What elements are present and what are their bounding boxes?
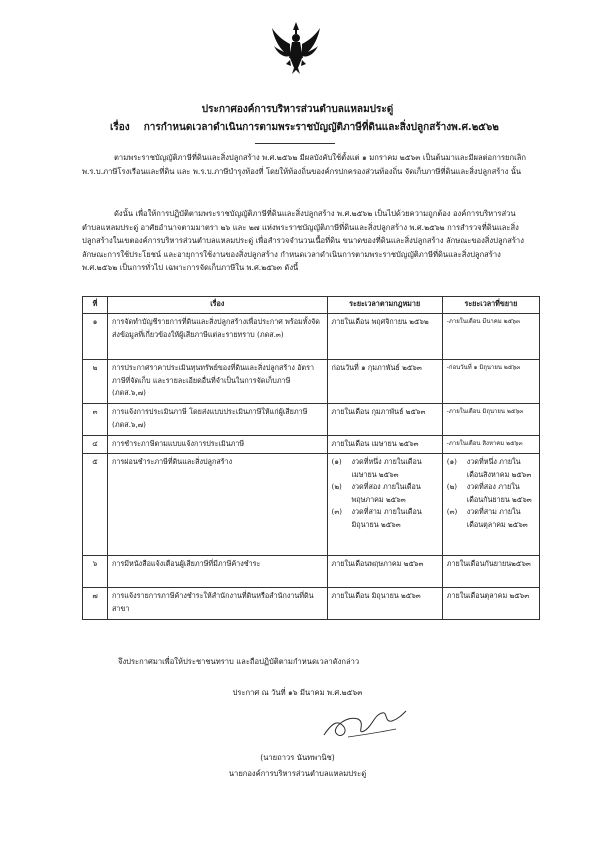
intro-paragraph: ตามพระราชบัญญัติภาษีที่ดินและสิ่งปลูกสร้าง พ.ศ.๒๕๖๒ มีผลบังคับใช้ตั้งแต่ ๑ มกราคม ๒๕๖๓ เป็นต้นมาและมีผลต่อการยกเลิก พ.ร.บ.ภาษีโรงเรือนและที่ดิน และ พ.ร.บ.ภาษีบำรุงท้องที่ โดยให้ท้องถิ่นของค์กรปกครองส่วนท้องถิ่น จัดเก็บภาษีที่ดินและสิ่งปลูกสร้าง นั้น	[82, 153, 526, 176]
document-title: ประกาศองค์การบริหารส่วนตำบลแหลมประดู่	[201, 104, 394, 115]
announcement-date: ประกาศ ณ วันที่ ๑๖ มีนาคม พ.ศ.๒๕๖๓	[232, 688, 363, 697]
table-row	[83, 360, 540, 404]
row-number: ๔	[83, 436, 108, 454]
row-extended-period: -ก่อนวันที่ ๑ มิถุนายน ๒๕๖๓	[442, 360, 539, 404]
table-row	[83, 556, 540, 588]
table-row	[83, 314, 540, 360]
installment-item: (๓) งวดที่สาม ภายในเดือนมิถุนายน ๒๕๖๓	[331, 507, 422, 529]
signer-position: นายกองค์การบริหารส่วนตำบลแหลมประดู่	[228, 769, 367, 778]
row-number: ๗	[83, 588, 108, 620]
row-number: ๑	[83, 314, 108, 360]
row-legal-period: ภายในเดือน พฤศจิกายน ๒๕๖๒	[327, 314, 442, 360]
row-subject: การผ่อนชำระภาษีที่ดินและสิ่งปลูกสร้าง	[108, 454, 327, 556]
row-extended-period: -ภายในเดือน มีนาคม ๒๕๖๓	[442, 314, 539, 360]
row-number: ๓	[83, 404, 108, 436]
row-extended-period: -ภายในเดือน สิงหาคม ๒๕๖๓	[442, 436, 539, 454]
table-row	[83, 588, 540, 620]
row-extended-period: -ภายในเดือน มิถุนายน ๒๕๖๓	[442, 404, 539, 436]
header-subject: เรื่อง	[108, 297, 327, 314]
handwritten-signature	[318, 705, 408, 745]
table-row	[83, 454, 540, 556]
row-extended-period: ภายในเดือนตุลาคม ๒๕๖๓	[442, 588, 539, 620]
header-legal-period: ระยะเวลาตามกฎหมาย	[327, 297, 442, 314]
row-subject: การชำระภาษีตามแบบแจ้งการประเมินภาษี	[108, 436, 327, 454]
header-extended-period: ระยะเวลาที่ขยาย	[442, 297, 539, 314]
subject-label: เรื่อง	[110, 122, 130, 133]
detail-paragraph: ดังนั้น เพื่อให้การปฏิบัติตามพระราชบัญญัติภาษีที่ดินและสิ่งปลูกสร้าง พ.ศ.๒๕๖๒ เป็นไปด้วยความถูกต้อง องค์การบริหารส่วนตำบลแหลมประดู่ อาศัยอำนาจตามมาตรา ๒๖ และ ๒๗ แห่งพระราชบัญญัติภาษีที่ดินและสิ่งปลูกสร้าง พ.ศ.๒๕๖๒ การสำรวจที่ดินและสิ่งปลูกสร้างในเขตองค์การบริหารส่วนตำบลแหลมประดู่ เพื่อสำรวจจำนวนเนื้อที่ดิน ขนาดของที่ดินและสิ่งปลูกสร้าง ลักษณะของสิ่งปลูกสร้าง ลักษณะการใช้ประโยชน์ และอายุการใช้งานของสิ่งปลูกสร้าง กำหนดเวลาดำเนินการตามพระราชบัญญัติภาษีที่ดินและสิ่งปลูกสร้าง พ.ศ.๒๕๖๒ เป็นการทั่วไป เฉพาะการจัดเก็บภาษีใน พ.ศ.๒๕๖๓ ดังนี้	[82, 209, 524, 273]
row-extended-period: ภายในเดือนกันยายน๒๕๖๓	[442, 556, 539, 588]
subject-text: การกำหนดเวลาดำเนินการตามพระราชบัญญัติภาษีที่ดินและสิ่งปลูกสร้างพ.ศ.๒๕๖๒	[143, 122, 499, 133]
row-subject: การแจ้งการประเมินภาษี โดยส่งแบบประเมินภาษีให้แก่ผู้เสียภาษี (ภดส.๖,๗)	[108, 404, 327, 436]
table-row	[83, 436, 540, 454]
row-subject: การจัดทำบัญชีรายการที่ดินและสิ่งปลูกสร้างเพื่อประกาศ พร้อมทั้งจัดส่งข้อมูลที่เกี่ยวข้องให้ผู้เสียภาษีแต่ละรายทราบ (ภดส.๓)	[108, 314, 327, 360]
table-header-row	[83, 297, 540, 314]
closing-statement: จึงประกาศมาเพื่อให้ประชาชนทราบ และถือปฏิบัติตามกำหนดเวลาดังกล่าว	[118, 657, 360, 666]
row-legal-period: ภายในเดือนพฤษภาคม ๒๕๖๓	[327, 556, 442, 588]
installment-item: (๑) งวดที่หนึ่ง ภายในเดือนเมษายน ๒๕๖๓	[331, 457, 422, 479]
table-row	[83, 404, 540, 436]
garuda-emblem	[270, 20, 322, 76]
installment-item: (๓) งวดที่สาม ภายในเดือนตุลาคม ๒๕๖๓	[446, 507, 528, 529]
installment-item: (๑) งวดที่หนึ่ง ภายในเดือนสิงหาคม ๒๕๖๓	[446, 457, 532, 479]
row-legal-period: ภายในเดือน กุมภาพันธ์ ๒๕๖๓	[327, 404, 442, 436]
row-subject: การประกาศราคาประเมินทุนทรัพย์ของที่ดินและสิ่งปลูกสร้าง อัตราภาษีที่จัดเก็บ และรายละเอียดอื่นที่จำเป็นในการจัดเก็บภาษี (ภดส.๖,๗)	[108, 360, 327, 404]
row-extended-installments	[442, 454, 539, 556]
row-number: ๖	[83, 556, 108, 588]
row-legal-period: ภายในเดือน เมษายน ๒๕๖๓	[327, 436, 442, 454]
row-number: ๒	[83, 360, 108, 404]
header-no: ที่	[83, 297, 108, 314]
schedule-table	[82, 296, 540, 620]
signer-name: (นายถาวร นันทพานิช)	[260, 753, 335, 762]
row-number: ๕	[83, 454, 108, 556]
subject-line	[110, 120, 499, 135]
installment-item: (๒) งวดที่สอง ภายในเดือนกันยายน ๒๕๖๓	[446, 482, 532, 504]
row-legal-period: ภายในเดือน มิถุนายน ๒๕๖๓	[327, 588, 442, 620]
title-divider	[255, 143, 335, 144]
row-legal-installments	[327, 454, 442, 556]
installment-item: (๒) งวดที่สอง ภายในเดือนพฤษภาคม ๒๕๖๓	[331, 482, 421, 504]
row-subject: การแจ้งรายการภาษีค้างชำระให้สำนักงานที่ดินหรือสำนักงานที่ดินสาขา	[108, 588, 327, 620]
row-legal-period: ก่อนวันที่ ๑ กุมภาพันธ์ ๒๕๖๓	[327, 360, 442, 404]
row-subject: การมีหนังสือแจ้งเตือนผู้เสียภาษีที่มีภาษีค้างชำระ	[108, 556, 327, 588]
